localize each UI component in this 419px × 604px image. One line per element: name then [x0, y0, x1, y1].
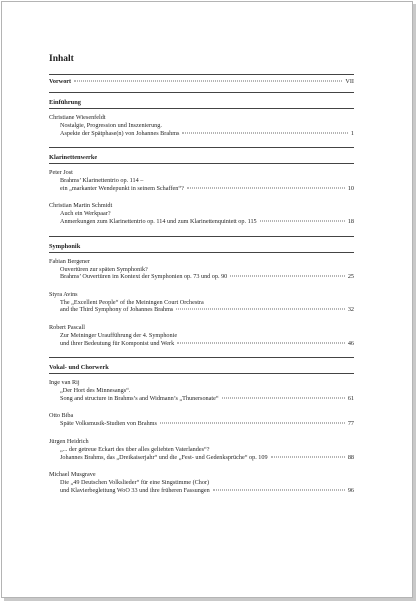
entry-title-line: Anmerkungen zum Klarinettentrio op. 114 und zum Klarinettenquintett op. 115 [60, 217, 257, 225]
section-entries [49, 164, 354, 225]
entry-title-row [49, 340, 354, 348]
entry-title-line: Johannes Brahms, das „Dreikaiserjahr“ und die „Fest- und Gedenksprüche“ op. 109 [60, 453, 268, 461]
entry-title-line: „... der getreue Eckart des über alles geliebten Vaterlandes“? [60, 445, 210, 453]
toc-entry [49, 324, 354, 347]
entry-author: Robert Pascall [49, 323, 85, 331]
toc-entry [49, 412, 354, 428]
dot-leader [182, 132, 347, 133]
table-of-contents [49, 54, 354, 504]
toc-entry [49, 379, 354, 402]
page-number: 10 [347, 184, 354, 192]
section-heading: Einführung [49, 99, 81, 106]
toc-entry [49, 438, 354, 461]
entry-title-row [49, 487, 354, 495]
entry-title-line: The „Excellent People“ of the Meiningen Court Orchestra [60, 298, 204, 306]
page-number: 46 [347, 339, 354, 347]
dot-leader [160, 423, 345, 424]
dot-leader [177, 342, 345, 343]
entry-title-line: Brahms’ Klarinettentrio op. 114 – [60, 177, 144, 185]
toc-entry [49, 258, 354, 281]
dot-leader [222, 397, 345, 398]
section-heading: Symphonik [49, 242, 81, 250]
entry-author: Jürgen Heidrich [49, 437, 89, 445]
entry-title-line: und ihrer Bedeutung für Komponist und Werk [60, 339, 175, 347]
entry-title-line: „Der Hort des Minnesangs“. [60, 387, 131, 395]
toc-section [49, 236, 354, 348]
page-number: 77 [347, 420, 354, 428]
entry-title-line: Späte Volksmusik-Studien von Brahms [60, 420, 157, 428]
toc-section [49, 92, 354, 137]
entry-title-line: Song and structure in Brahms’s and Widmann’s „Thunersonate“ [60, 394, 219, 402]
document-page [1, 1, 413, 598]
entry-title-row [49, 130, 354, 138]
page-title: Inhalt [49, 54, 74, 64]
section-heading: Klarinettenwerke [49, 154, 98, 162]
dot-leader [187, 187, 345, 188]
entry-title-line: ein „markanter Wendepunkt in seinem Schaffen“? [60, 184, 184, 192]
toc-entry [49, 114, 354, 137]
entry-author: Fabian Bergener [49, 257, 90, 265]
entry-title-row [49, 420, 354, 428]
toc-label: Vorwort [49, 78, 72, 85]
entry-title-row [49, 306, 354, 314]
entry-title-line: Aspekte der Spätphase(n) von Johannes Brahms [60, 129, 180, 137]
dot-leader [260, 220, 345, 221]
section-heading: Vokal- und Chorwerk [49, 364, 109, 372]
page-number: 88 [347, 453, 354, 461]
entry-title-row [49, 218, 354, 226]
entry-author: Inge van Rij [49, 379, 80, 387]
page-number: 25 [347, 273, 354, 281]
toc-entry [49, 202, 354, 225]
page-number: 96 [347, 486, 354, 494]
toc-section [49, 147, 354, 225]
toc-section [49, 357, 354, 494]
section-entries [49, 109, 354, 137]
entry-title-row [49, 273, 354, 281]
page-number: 18 [347, 217, 354, 225]
toc-sections [49, 92, 354, 494]
toc-entry [49, 291, 354, 314]
toc-entry [49, 169, 354, 192]
dot-leader [271, 456, 345, 457]
entry-title-line: Die „49 Deutschen Volkslieder“ für eine Singstimme (Chor) [60, 479, 210, 487]
entry-title-line: Brahms’ Ouvertüren im Kontext der Symphonien op. 73 und op. 90 [60, 273, 228, 281]
entry-title-row [49, 454, 354, 462]
dot-leader [74, 81, 342, 82]
page-number: 1 [350, 129, 354, 137]
divider [49, 74, 354, 75]
entry-title-row [49, 395, 354, 403]
page-number: 32 [347, 306, 354, 314]
section-entries [49, 374, 354, 494]
entry-title-line: and the Third Symphony of Johannes Brahms [60, 306, 174, 314]
entry-title-line: Auch ein Werkpaar? [60, 210, 111, 218]
entry-author: Michael Musgrave [49, 471, 96, 479]
dot-leader [230, 276, 345, 277]
page-number: 61 [347, 394, 354, 402]
entry-author: Styra Avins [49, 290, 78, 298]
entry-title-row [49, 185, 354, 193]
toc-entry [49, 471, 354, 494]
dot-leader [176, 309, 345, 310]
entry-title-line: Zur Meininger Uraufführung der 4. Symphonie [60, 331, 178, 339]
dot-leader [213, 489, 345, 490]
entry-author: Christiane Wiesenfeldt [49, 114, 106, 121]
entry-title-line: Nostalgie, Progression und Inszenierung. [60, 122, 162, 129]
page-number: VII [345, 78, 354, 85]
entry-author: Otto Biba [49, 412, 74, 420]
entry-title-line: und Klavierbegleitung WoO 33 und ihre früheren Fassungen [60, 486, 210, 494]
entry-title-line: Ouvertüren zur späten Symphonik? [60, 265, 148, 273]
toc-row-vorwort [49, 78, 354, 86]
entry-author: Christian Martin Schmidt [49, 202, 113, 210]
entry-author: Peter Jost [49, 169, 73, 177]
section-entries [49, 253, 354, 348]
